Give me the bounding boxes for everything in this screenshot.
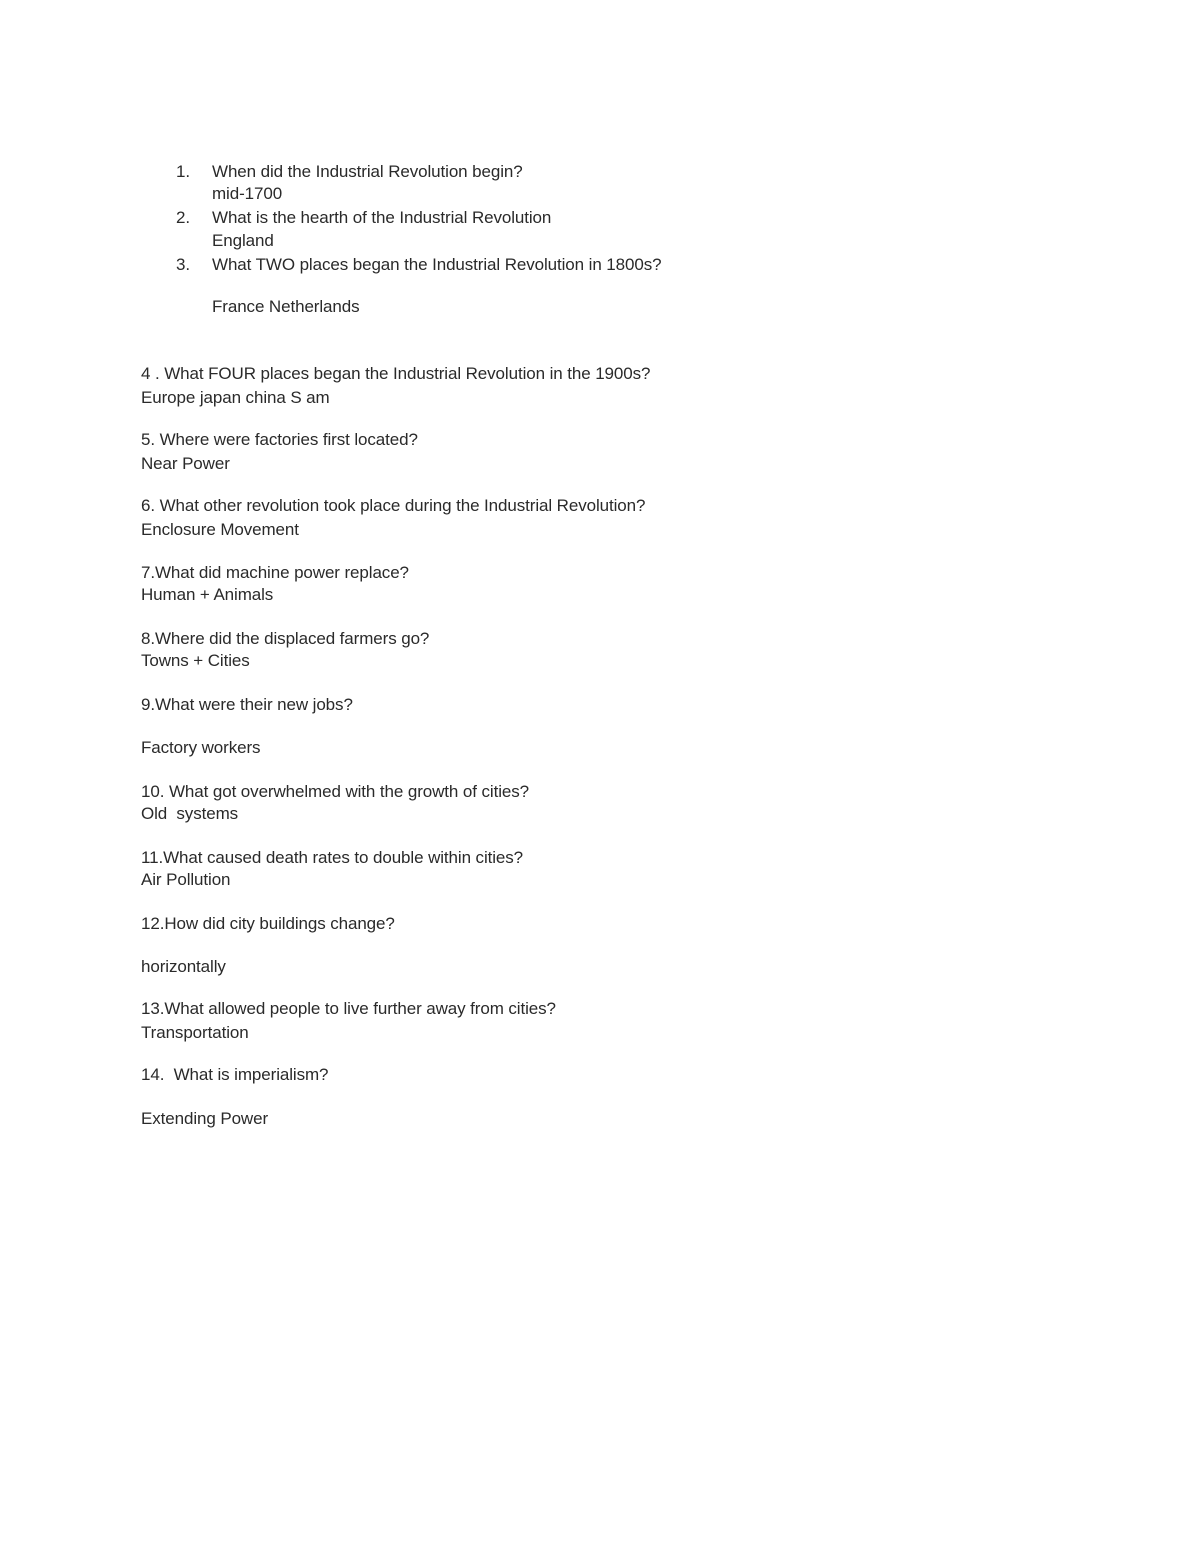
answer-7: Human + Animals: [141, 585, 274, 604]
answer-12: horizontally: [141, 957, 226, 976]
answer-10: Old systems: [141, 804, 239, 823]
answer-2: England: [212, 231, 274, 250]
question-12: 12.How did city buildings change?: [141, 914, 395, 933]
answer-1: mid-1700: [212, 184, 283, 203]
question-6: 6. What other revolution took place during the Industrial Revolution?: [141, 496, 646, 515]
answer-6: Enclosure Movement: [141, 520, 299, 539]
question-1: When did the Industrial Revolution begin?: [212, 162, 523, 181]
list-number: 3.: [176, 255, 190, 274]
question-7: 7.What did machine power replace?: [141, 563, 409, 582]
list-number: 1.: [176, 162, 190, 181]
answer-3: France Netherlands: [212, 297, 360, 316]
question-14: 14. What is imperialism?: [141, 1065, 329, 1084]
answer-5: Near Power: [141, 454, 230, 473]
question-3: What TWO places began the Industrial Revolution in 1800s?: [212, 255, 662, 274]
answer-8: Towns + Cities: [141, 651, 250, 670]
answer-9: Factory workers: [141, 738, 261, 757]
question-4: 4 . What FOUR places began the Industrial Revolution in the 1900s?: [141, 364, 651, 383]
question-9: 9.What were their new jobs?: [141, 695, 353, 714]
question-11: 11.What caused death rates to double within cities?: [141, 848, 524, 867]
list-number: 2.: [176, 208, 190, 227]
question-2: What is the hearth of the Industrial Revolution: [212, 208, 552, 227]
answer-13: Transportation: [141, 1023, 249, 1042]
answer-11: Air Pollution: [141, 870, 231, 889]
question-5: 5. Where were factories first located?: [141, 430, 418, 449]
answer-14: Extending Power: [141, 1109, 269, 1128]
question-10: 10. What got overwhelmed with the growth of cities?: [141, 782, 529, 801]
question-13: 13.What allowed people to live further away from cities?: [141, 999, 556, 1018]
question-8: 8.Where did the displaced farmers go?: [141, 629, 430, 648]
answer-4: Europe japan china S am: [141, 388, 330, 407]
